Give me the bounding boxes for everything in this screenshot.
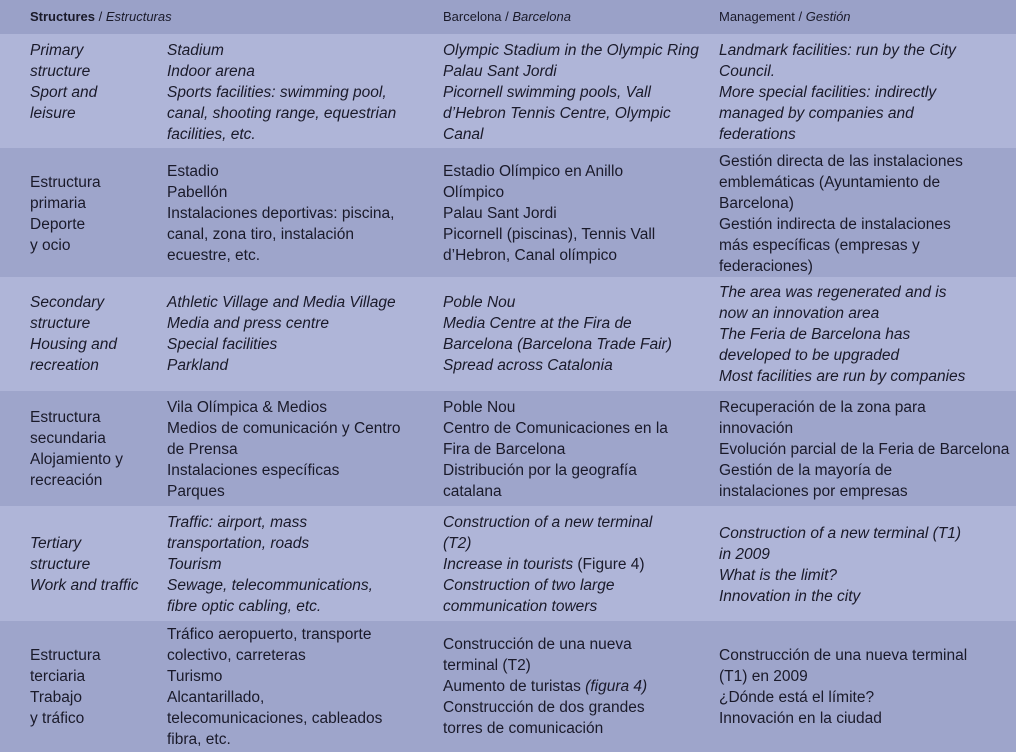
items-cell: Tráfico aeropuerto, transporte colectivo, carreteras Turismo Alcantarillado, telecomunicaciones, cableados fibra, etc. [167, 626, 383, 748]
management-cell: Construcción de una nueva terminal (T1) en 2009 ¿Dónde está el límite? Innovación en la ciudad [719, 647, 968, 727]
items-cell: Traffic: airport, mass transportation, roads Tourism Sewage, telecommunications, fibre optic cabling, etc. [167, 514, 373, 615]
header-management: Management / Gestión [719, 9, 851, 24]
items-cell: Estadio Pabellón Instalaciones deportivas: piscina, canal, zona tiro, instalación ecuestre, etc. [167, 163, 395, 264]
barcelona-cell: Poble Nou Media Centre at the Fira de Barcelona (Barcelona Trade Fair) Spread across Catalonia [443, 294, 672, 374]
barcelona-cell: Construcción de una nueva terminal (T2) Aumento de turistas (figura 4) Construcción de dos grandes torres de comunicación [443, 636, 648, 737]
structure-cell: Estructura primaria Deporte y ocio [30, 174, 101, 254]
table-row [0, 34, 1016, 148]
items-cell: Vila Olímpica & Medios Medios de comunicación y Centro de Prensa Instalaciones específicas Parques [167, 399, 401, 500]
barcelona-cell: Olympic Stadium in the Olympic Ring Palau Sant Jordi Picornell swimming pools, Vall d’Hebron Tennis Centre, Olympic Canal [443, 42, 699, 143]
table-row [0, 621, 1016, 752]
structure-cell: Estructura secundaria Alojamiento y recreación [30, 409, 124, 489]
table-row [0, 391, 1016, 506]
table-row [0, 148, 1016, 277]
barcelona-cell: Poble Nou Centro de Comunicaciones en la Fira de Barcelona Distribución por la geografía catalana [443, 399, 668, 500]
management-cell: Construction of a new terminal (T1) in 2009 What is the limit? Innovation in the city [719, 525, 962, 605]
management-cell: The area was regenerated and is now an innovation area The Feria de Barcelona has developed to be upgraded Most facilities are run by companies [719, 284, 966, 385]
management-cell: Recuperación de la zona para innovación Evolución parcial de la Feria de Barcelona Gestión de la mayoría de instalaciones por empresas [719, 399, 1010, 500]
structure-cell: Estructura terciaria Trabajo y tráfico [30, 647, 101, 727]
management-cell: Gestión directa de las instalaciones emblemáticas (Ayuntamiento de Barcelona) Gestión indirecta de instalaciones más específicas (empresas y federaciones) [719, 153, 963, 275]
structure-cell: Tertiary structure Work and traffic [30, 535, 139, 594]
items-cell: Athletic Village and Media Village Media and press centre Special facilities Parkland [167, 294, 396, 374]
header-structures: Structures / Estructuras [30, 9, 172, 24]
items-cell: Stadium Indoor arena Sports facilities: swimming pool, canal, shooting range, equestrian facilities, etc. [167, 42, 397, 143]
table-header [0, 0, 1016, 34]
table-row [0, 506, 1016, 621]
barcelona-cell: Estadio Olímpico en Anillo Olímpico Palau Sant Jordi Picornell (piscinas), Tennis Vall d’Hebron, Canal olímpico [443, 163, 656, 264]
structure-cell: Primary structure Sport and leisure [30, 42, 98, 122]
structure-cell: Secondary structure Housing and recreation [30, 294, 118, 374]
header-barcelona: Barcelona / Barcelona [443, 9, 571, 24]
management-cell: Landmark facilities: run by the City Council. More special facilities: indirectly managed by companies and federations [719, 42, 956, 143]
barcelona-cell: Construction of a new terminal (T2) Increase in tourists (Figure 4) Construction of two large communication towers [443, 514, 653, 615]
table-row [0, 277, 1016, 391]
